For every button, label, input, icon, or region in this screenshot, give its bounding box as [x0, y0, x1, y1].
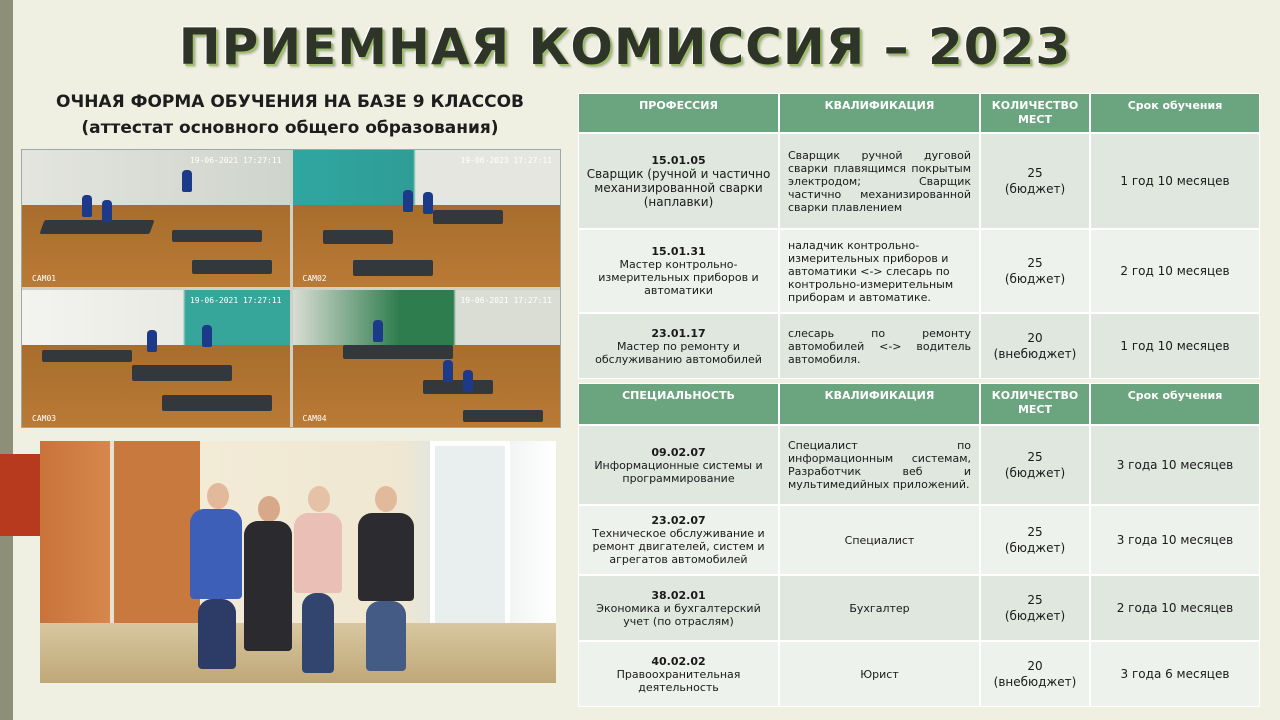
places-cell — [980, 641, 1090, 707]
qualification-cell: Сварщик ручной дуговой сварки плавящимся покрытым электродом; Сварщик частично механизированной сварки плавлением — [779, 133, 980, 229]
specialty-cell — [578, 575, 779, 641]
profession-name: Сварщик (ручной и частично механизированной сварки (наплавки) — [586, 166, 771, 209]
term-cell: 2 года 10 месяцев — [1090, 575, 1260, 641]
places-count: 25 — [1027, 525, 1043, 539]
term-cell: 3 года 6 месяцев — [1090, 641, 1260, 707]
cctv-camera-label: CAM03 — [32, 414, 57, 423]
table-row — [578, 641, 1260, 707]
specialty-name: Правоохранительная деятельность — [616, 667, 741, 694]
cctv-camera-label: CAM02 — [302, 274, 327, 283]
qualification-cell: Специалист по информационным системам, Разработчик веб и мультимедийных приложений. — [779, 425, 980, 505]
left-accent-block — [0, 454, 40, 536]
cctv-frame — [293, 290, 561, 427]
specialty-code: 23.02.07 — [651, 514, 706, 527]
places-cell — [980, 575, 1090, 641]
places-funding: (внебюджет) — [993, 347, 1077, 361]
qualification-cell: слесарь по ремонту автомобилей <-> водитель автомобиля. — [779, 313, 980, 379]
term-cell: 2 год 10 месяцев — [1090, 229, 1260, 313]
places-cell — [980, 229, 1090, 313]
table-header: КОЛИЧЕСТВО МЕСТ — [980, 383, 1090, 425]
specialty-code: 09.02.07 — [651, 445, 706, 459]
term-cell: 3 года 10 месяцев — [1090, 505, 1260, 575]
places-cell — [980, 313, 1090, 379]
places-cell — [980, 425, 1090, 505]
table-header: КВАЛИФИКАЦИЯ — [779, 383, 980, 425]
cctv-timestamp: 19-06-2023 17:27:11 — [460, 156, 552, 165]
cctv-camera-label: CAM01 — [32, 274, 57, 283]
professions-table — [578, 93, 1260, 379]
cctv-timestamp: 19-06-2021 17:27:11 — [189, 296, 282, 305]
places-funding: (бюджет) — [1004, 272, 1066, 286]
profession-code: 15.01.05 — [651, 153, 706, 167]
places-count: 25 — [1027, 450, 1043, 464]
cctv-frame — [22, 150, 290, 287]
specialty-code: 40.02.02 — [651, 654, 706, 668]
places-count: 25 — [1027, 593, 1043, 607]
places-cell — [980, 505, 1090, 575]
specialty-name: Экономика и бухгалтерский учет (по отраслям) — [596, 601, 761, 628]
specialty-name: Техническое обслуживание и ремонт двигателей, систем и агрегатов автомобилей — [592, 527, 765, 566]
table-row — [578, 575, 1260, 641]
specialty-name: Информационные системы и программирование — [594, 458, 763, 485]
profession-cell — [578, 229, 779, 313]
specialty-cell — [578, 505, 779, 575]
qualification-cell: Юрист — [779, 641, 980, 707]
specialties-table — [578, 383, 1260, 707]
table-row — [578, 505, 1260, 575]
table-header: Срок обучения — [1090, 383, 1260, 425]
qualification-cell: наладчик контрольно-измерительных приборов и автоматики <-> слесарь по контрольно-измерительным приборам и автоматике. — [779, 229, 980, 313]
term-cell: 3 года 10 месяцев — [1090, 425, 1260, 505]
term-cell: 1 год 10 месяцев — [1090, 313, 1260, 379]
cctv-camera-label: CAM04 — [302, 414, 327, 423]
cctv-frame — [293, 150, 561, 287]
workshop-cctv-photo — [21, 149, 561, 428]
specialty-code: 38.02.01 — [651, 588, 706, 602]
subtitle-certificate: (аттестат основного общего образования) — [81, 118, 499, 138]
profession-name: Мастер контрольно-измерительных приборов и автоматики — [598, 258, 759, 297]
table-row — [578, 133, 1260, 229]
table-header: ПРОФЕССИЯ — [578, 93, 779, 133]
places-funding: (внебюджет) — [993, 675, 1077, 689]
places-count: 20 — [1027, 331, 1043, 345]
term-cell: 1 год 10 месяцев — [1090, 133, 1260, 229]
places-count: 25 — [1027, 166, 1043, 180]
specialty-cell — [578, 425, 779, 505]
table-header: КОЛИЧЕСТВО МЕСТ — [980, 93, 1090, 133]
table-row — [578, 313, 1260, 379]
subtitle-form: ОЧНАЯ ФОРМА ОБУЧЕНИЯ НА БАЗЕ 9 КЛАССОВ — [56, 92, 524, 112]
profession-cell — [578, 133, 779, 229]
table-header: Срок обучения — [1090, 93, 1260, 133]
table-header: СПЕЦИАЛЬНОСТЬ — [578, 383, 779, 425]
students-hallway-photo — [40, 441, 556, 683]
table-row — [578, 425, 1260, 505]
table-row — [578, 229, 1260, 313]
places-funding: (бюджет) — [1004, 541, 1066, 555]
page-title: ПРИЕМНАЯ КОМИССИЯ – 2023 — [178, 18, 1072, 76]
table-header: КВАЛИФИКАЦИЯ — [779, 93, 980, 133]
profession-cell — [578, 313, 779, 379]
left-decor-stripe — [0, 0, 13, 720]
cctv-timestamp: 19-06-2021 17:27:11 — [189, 156, 282, 165]
places-funding: (бюджет) — [1004, 466, 1066, 480]
places-count: 25 — [1027, 256, 1043, 270]
cctv-timestamp: 19-06-2021 17:27:11 — [460, 296, 552, 305]
places-funding: (бюджет) — [1004, 609, 1066, 623]
places-count: 20 — [1027, 659, 1043, 673]
qualification-cell: Специалист — [779, 505, 980, 575]
places-cell — [980, 133, 1090, 229]
profession-name: Мастер по ремонту и обслуживанию автомобилей — [595, 339, 762, 366]
profession-code: 23.01.17 — [651, 326, 706, 340]
cctv-frame — [22, 290, 290, 427]
places-funding: (бюджет) — [1004, 182, 1066, 196]
specialty-cell — [578, 641, 779, 707]
qualification-cell: Бухгалтер — [779, 575, 980, 641]
profession-code: 15.01.31 — [651, 245, 706, 258]
